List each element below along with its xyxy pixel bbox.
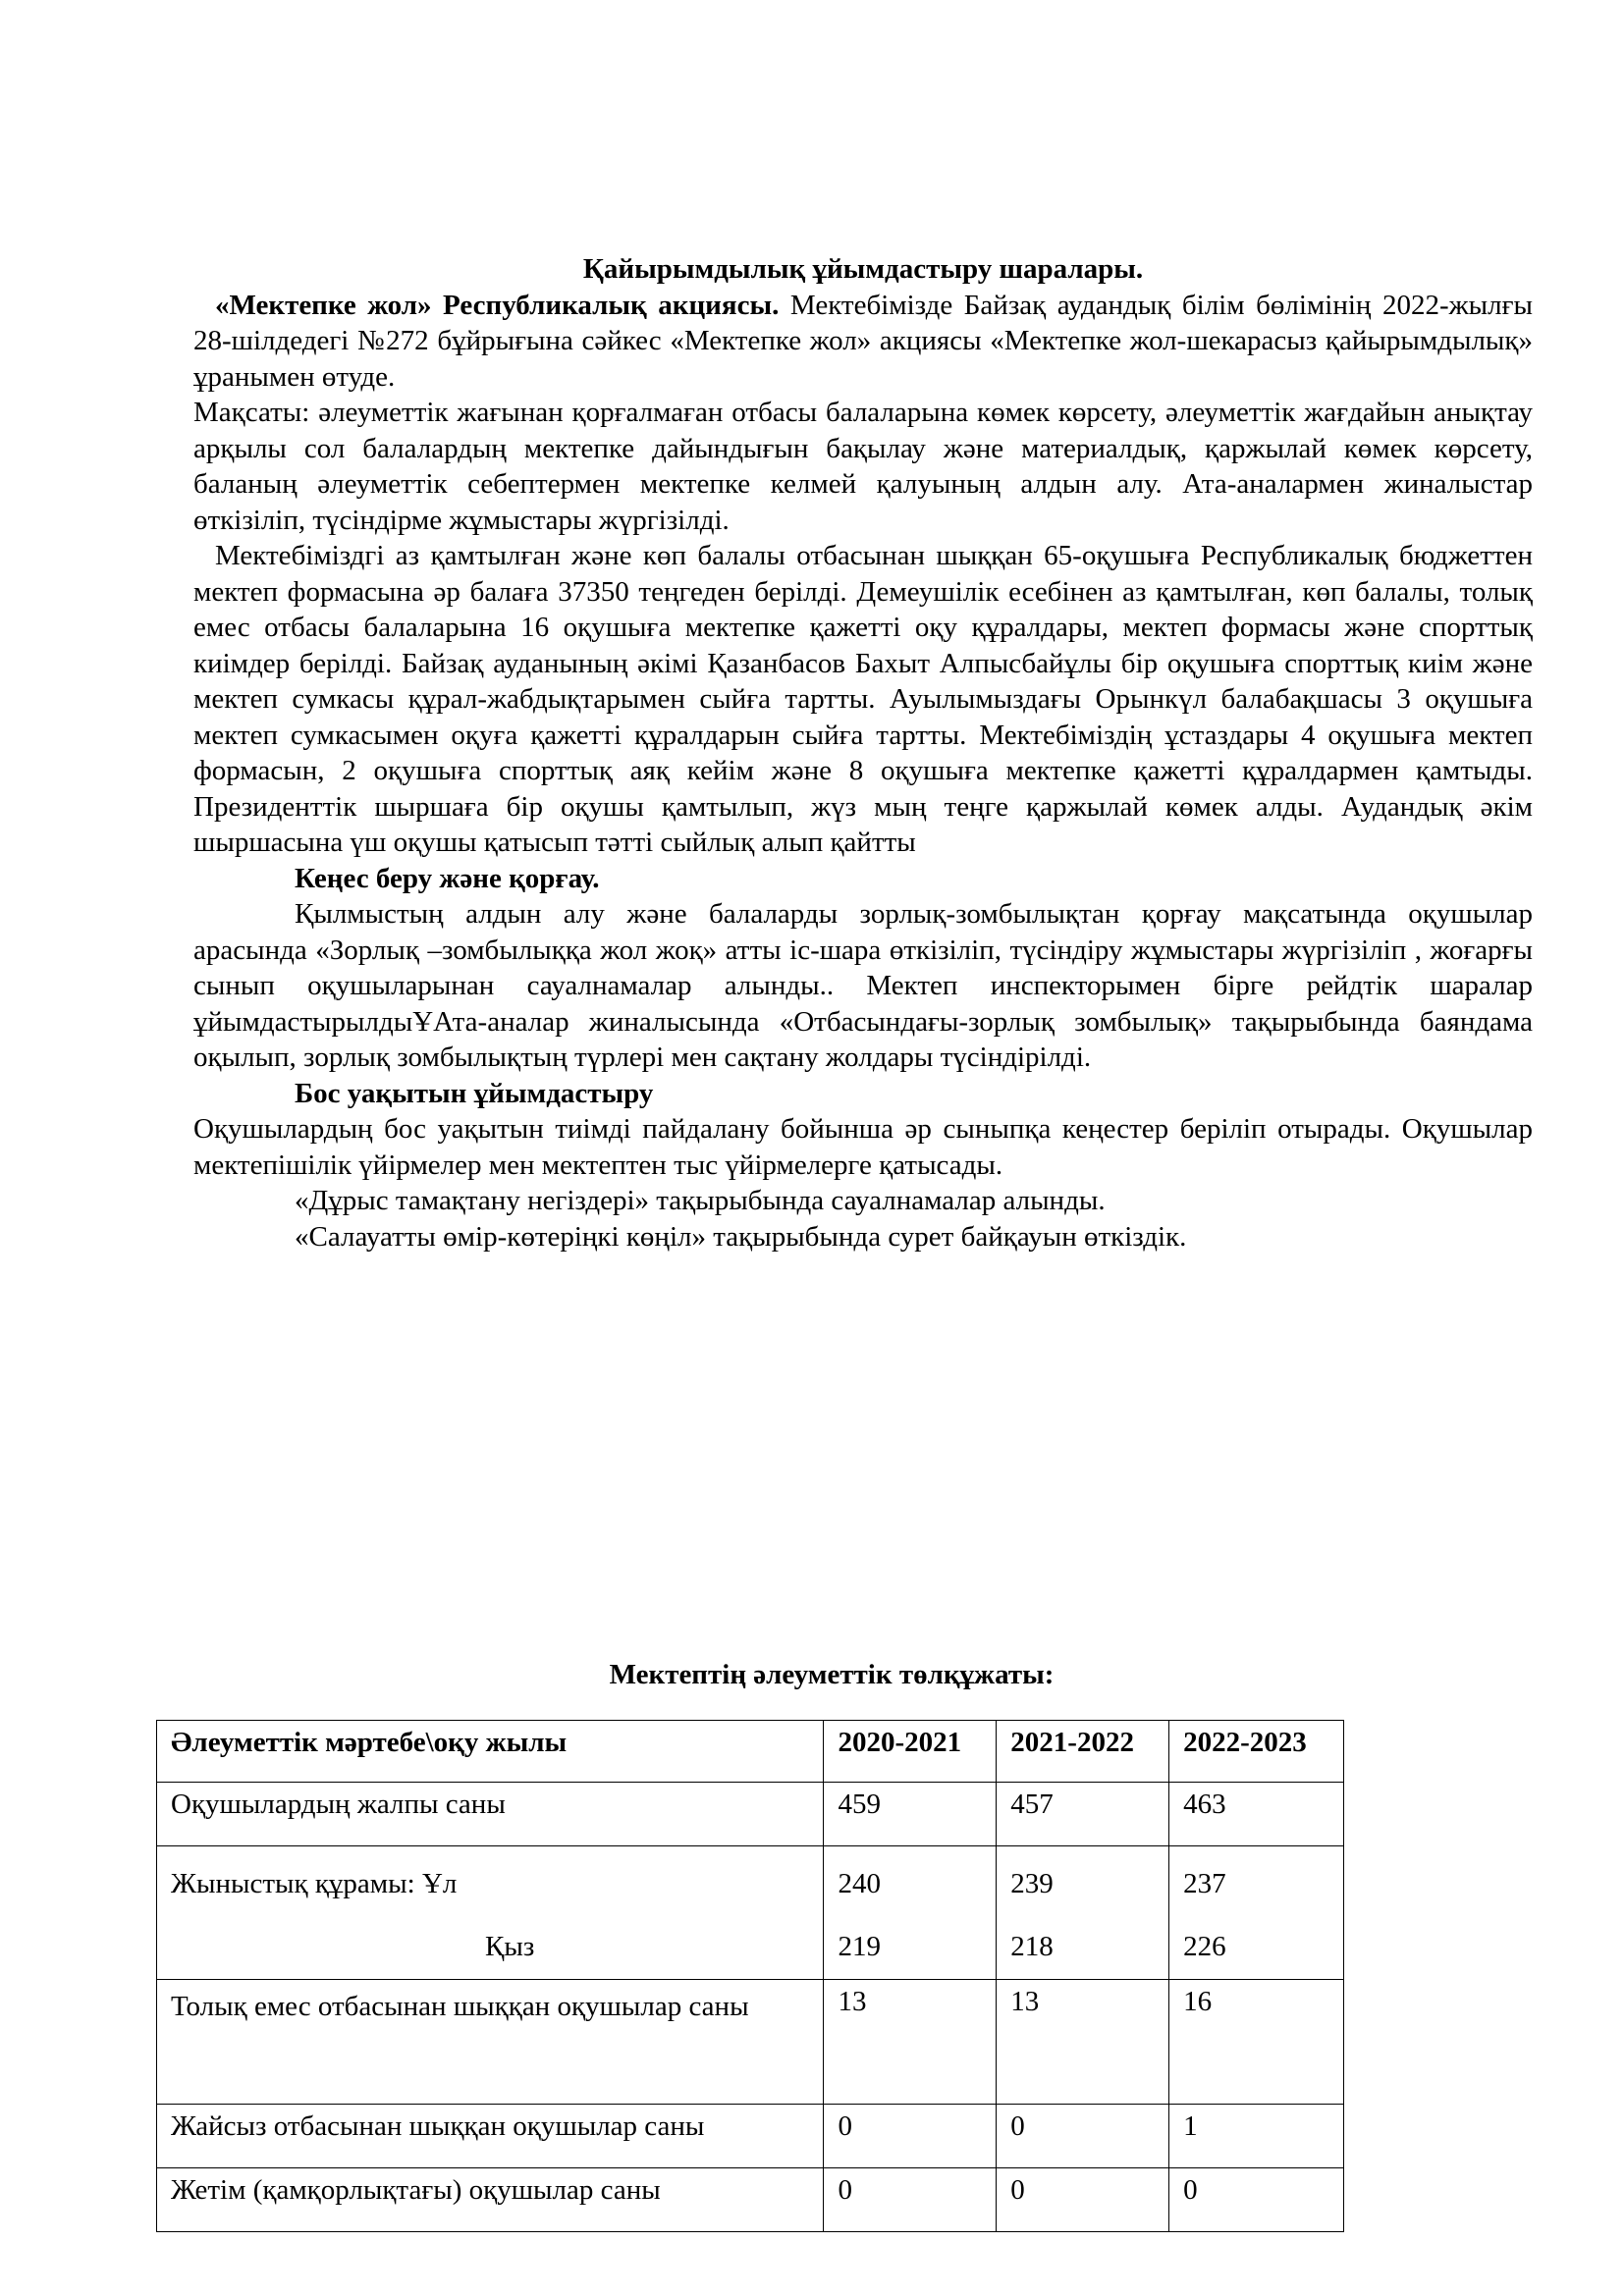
header-year-3: 2022-2023 (1169, 1721, 1344, 1783)
action-title: «Мектепке жол» Республикалық акциясы. (215, 289, 780, 321)
social-passport-table (156, 1720, 1344, 2232)
cell-value-girls: 218 (1010, 1931, 1054, 1962)
cell-value: 0 (824, 2105, 997, 2168)
action-text: Мектебімізде Байзақ аудандық білім бөлімінің 2022-жылғы 28-шілдедегі №272 бұйрығына сәйкес «Мектепке жол» акциясы «Мектепке жол-шекарасыз қайырымдылық» ұранымен өтуде. (193, 289, 1534, 393)
cell-value: 0 (997, 2168, 1169, 2232)
details-paragraph: Мектебіміздгі аз қамтылған және көп балалы отбасынан шыққан 65-оқушыға Республикалық бюджеттен мектеп формасына әр балаға 37350 теңгеден берілді. Демеушілік есебінен аз қамтылған, көп балалы, толық емес отбасы балаларына 16 оқушыға мектепке қажетті оқу құралдары, мектеп формасы және спорттық киімдер берілді. Байзақ ауданының әкімі Қазанбасов Бахыт Алпысбайұлы бір оқушыға спорттық киім және мектеп сумкасы құрал-жабдықтарымен сыйға тартты. Ауылымыздағы Орынкүл балабақшасы 3 оқушыға мектеп сумкасымен оқуға қажетті құралдарын сыйға тартты. Мектебіміздің ұстаздары 4 оқушыға мектеп формасын, 2 оқушыға спорттық аяқ кейім және 8 оқушыға мектепке қажетті құралдармен қамтыды. Президенттік шыршаға бір оқушы қамтылып, жүз мың теңге қаржылай көмек алды. Аудандық әкім шыршасына үш оқушы қатысып тәтті сыйлық алып қайтты (193, 540, 1533, 858)
cell-value: 16 (1169, 1980, 1344, 2105)
leisure-contest-line: «Салауатты өмір-көтеріңкі көңіл» тақырыбында сурет байқауын өткіздік. (295, 1220, 1187, 1253)
leisure-paragraph: Оқушылардың бос уақытын тиімді пайдалану бойынша әр сыныпқа кеңестер беріліп отырады. Оқушылар мектепішілік үйірмелер мен мектептен тыс үйірмелерге қатысады. (193, 1113, 1533, 1181)
table-row (157, 1783, 1344, 1846)
goal-paragraph: Мақсаты: әлеуметтік жағынан қорғалмаған отбасы балаларына көмек көрсету, әлеуметтік жағдайын анықтау арқылы сол балалардың мектепке дайындығын бақылау және материалдық, қаржылай көмек көрсету, баланың әлеуметтік себептермен мектепке келмей қалуының алдын алу. Ата-аналармен жиналыстар өткізіліп, түсіндірме жұмыстары жүргізілді. (193, 397, 1533, 536)
cell-value (997, 1846, 1169, 1980)
table-row (157, 2168, 1344, 2232)
row-label: Толық емес отбасынан шыққан оқушылар саны (157, 1980, 824, 2105)
row-label-boys: Жыныстық құрамы: Ұл (171, 1868, 458, 1899)
cell-value: 1 (1169, 2105, 1344, 2168)
cell-value (824, 1846, 997, 1980)
table-row (157, 1846, 1344, 1980)
row-label: Жайсыз отбасынан шыққан оқушылар саны (157, 2105, 824, 2168)
table-row (157, 1980, 1344, 2105)
cell-value-girls: 219 (838, 1931, 881, 1962)
header-year-1: 2020-2021 (824, 1721, 997, 1783)
cell-value: 457 (997, 1783, 1169, 1846)
cell-value: 0 (1169, 2168, 1344, 2232)
cell-value: 13 (997, 1980, 1169, 2105)
cell-value: 13 (824, 1980, 997, 2105)
cell-value-girls: 226 (1183, 1931, 1226, 1962)
row-label: Оқушылардың жалпы саны (157, 1783, 824, 1846)
table-row (157, 2105, 1344, 2168)
header-year-2: 2021-2022 (997, 1721, 1169, 1783)
counseling-paragraph: Қылмыстың алдын алу және балаларды зорлық-зомбылықтан қорғау мақсатында оқушылар арасында «Зорлық –зомбылыққа жол жоқ» атты іс-шара өткізіліп, түсіндіру жұмыстары жүргізіліп , жоғарғы сынып оқушыларынан сауалнамалар алынды.. Мектеп инспекторымен бірге рейдтік шаралар ұйымдастырылдыҰАта-аналар жиналысында «Отбасындағы-зорлық зомбылық» тақырыбында баяндама оқылып, зорлық зомбылықтың түрлері мен сақтану жолдары түсіндірілді. (193, 898, 1533, 1073)
header-status: Әлеуметтік мәртебе\оқу жылы (157, 1721, 824, 1783)
row-label: Жетім (қамқорлықтағы) оқушылар саны (157, 2168, 824, 2232)
section-title-leisure: Бос уақытын ұйымдастыру (295, 1077, 654, 1109)
cell-value: 0 (824, 2168, 997, 2232)
cell-value-boys: 240 (838, 1868, 881, 1899)
table-header-row (157, 1721, 1344, 1783)
section-title-charity: Қайырымдылық ұйымдастыру шаралары. (582, 253, 1144, 285)
cell-value-boys: 239 (1010, 1868, 1054, 1899)
cell-value (1169, 1846, 1344, 1980)
action-paragraph (193, 288, 1533, 396)
cell-value-boys: 237 (1183, 1868, 1226, 1899)
row-label (157, 1846, 824, 1980)
cell-value: 459 (824, 1783, 997, 1846)
cell-value: 463 (1169, 1783, 1344, 1846)
cell-value: 0 (997, 2105, 1169, 2168)
document-body (193, 251, 1533, 1255)
section-title-counseling: Кеңес беру және қорғау. (295, 862, 600, 894)
leisure-survey-line: «Дұрыс тамақтану негіздері» тақырыбында сауалнамалар алынды. (295, 1185, 1106, 1216)
table-title: Мектептің әлеуметтік төлқұжаты: (609, 1659, 1055, 1690)
row-label-girls: Қыз (485, 1931, 535, 1962)
